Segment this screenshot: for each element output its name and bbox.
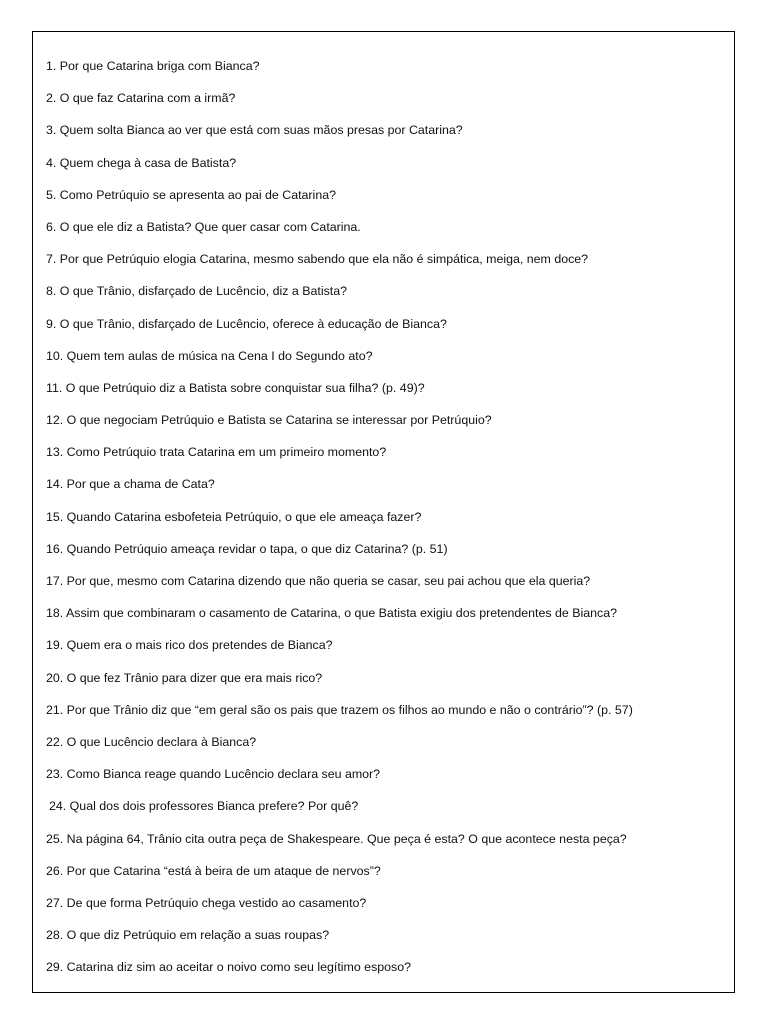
question-item: 3. Quem solta Bianca ao ver que está com suas mãos presas por Catarina? — [46, 123, 463, 138]
question-item: 25. Na página 64, Trânio cita outra peça de Shakespeare. Que peça é esta? O que acontece nesta peça? — [46, 831, 627, 846]
question-item: 6. O que ele diz a Batista? Que quer casar com Catarina. — [46, 219, 361, 234]
question-item: 12. O que negociam Petrúquio e Batista se Catarina se interessar por Petrúquio? — [46, 413, 492, 428]
question-item: 22. O que Lucêncio declara à Bianca? — [46, 734, 257, 749]
question-item: 28. O que diz Petrúquio em relação a suas roupas? — [46, 928, 330, 943]
question-item: 2. O que faz Catarina com a irmã? — [46, 91, 236, 106]
question-item: 16. Quando Petrúquio ameaça revidar o tapa, o que diz Catarina? (p. 51) — [46, 541, 448, 556]
question-item: 29. Catarina diz sim ao aceitar o noivo como seu legítimo esposo? — [46, 960, 412, 975]
question-item: 20. O que fez Trânio para dizer que era mais rico? — [46, 670, 323, 685]
question-item: 11. O que Petrúquio diz a Batista sobre conquistar sua filha? (p. 49)? — [46, 380, 425, 395]
question-item: 5. Como Petrúquio se apresenta ao pai de Catarina? — [46, 187, 336, 202]
question-item: 24. Qual dos dois professores Bianca prefere? Por quê? — [49, 799, 359, 814]
question-item: 1. Por que Catarina briga com Bianca? — [46, 59, 260, 73]
question-item: 15. Quando Catarina esbofeteia Petrúquio, o que ele ameaça fazer? — [46, 509, 422, 524]
question-item: 21. Por que Trânio diz que “em geral são os pais que trazem os filhos ao mundo e não o contrário”? (p. 57) — [46, 702, 633, 717]
question-item: 10. Quem tem aulas de música na Cena I do Segundo ato? — [46, 348, 373, 363]
question-item: 9. O que Trânio, disfarçado de Lucêncio, oferece à educação de Bianca? — [46, 316, 447, 331]
question-item: 27. De que forma Petrúquio chega vestido ao casamento? — [46, 895, 367, 910]
question-item: 4. Quem chega à casa de Batista? — [46, 155, 237, 170]
question-item: 14. Por que a chama de Cata? — [46, 477, 215, 492]
question-item: 13. Como Petrúquio trata Catarina em um primeiro momento? — [46, 445, 387, 460]
question-item: 19. Quem era o mais rico dos pretendes de Bianca? — [46, 638, 333, 653]
question-item: 7. Por que Petrúquio elogia Catarina, mesmo sabendo que ela não é simpática, meiga, nem doce? — [46, 252, 589, 267]
question-item: 17. Por que, mesmo com Catarina dizendo que não queria se casar, seu pai achou que ela queria? — [46, 574, 591, 588]
question-list — [46, 58, 726, 991]
question-item: 8. O que Trânio, disfarçado de Lucêncio, diz a Batista? — [46, 284, 347, 299]
question-item: 23. Como Bianca reage quando Lucêncio declara seu amor? — [46, 767, 381, 782]
question-item: 18. Assim que combinaram o casamento de Catarina, o que Batista exigiu dos pretendentes de Bianca? — [46, 606, 618, 621]
question-item: 26. Por que Catarina “está à beira de um ataque de nervos”? — [46, 863, 381, 878]
